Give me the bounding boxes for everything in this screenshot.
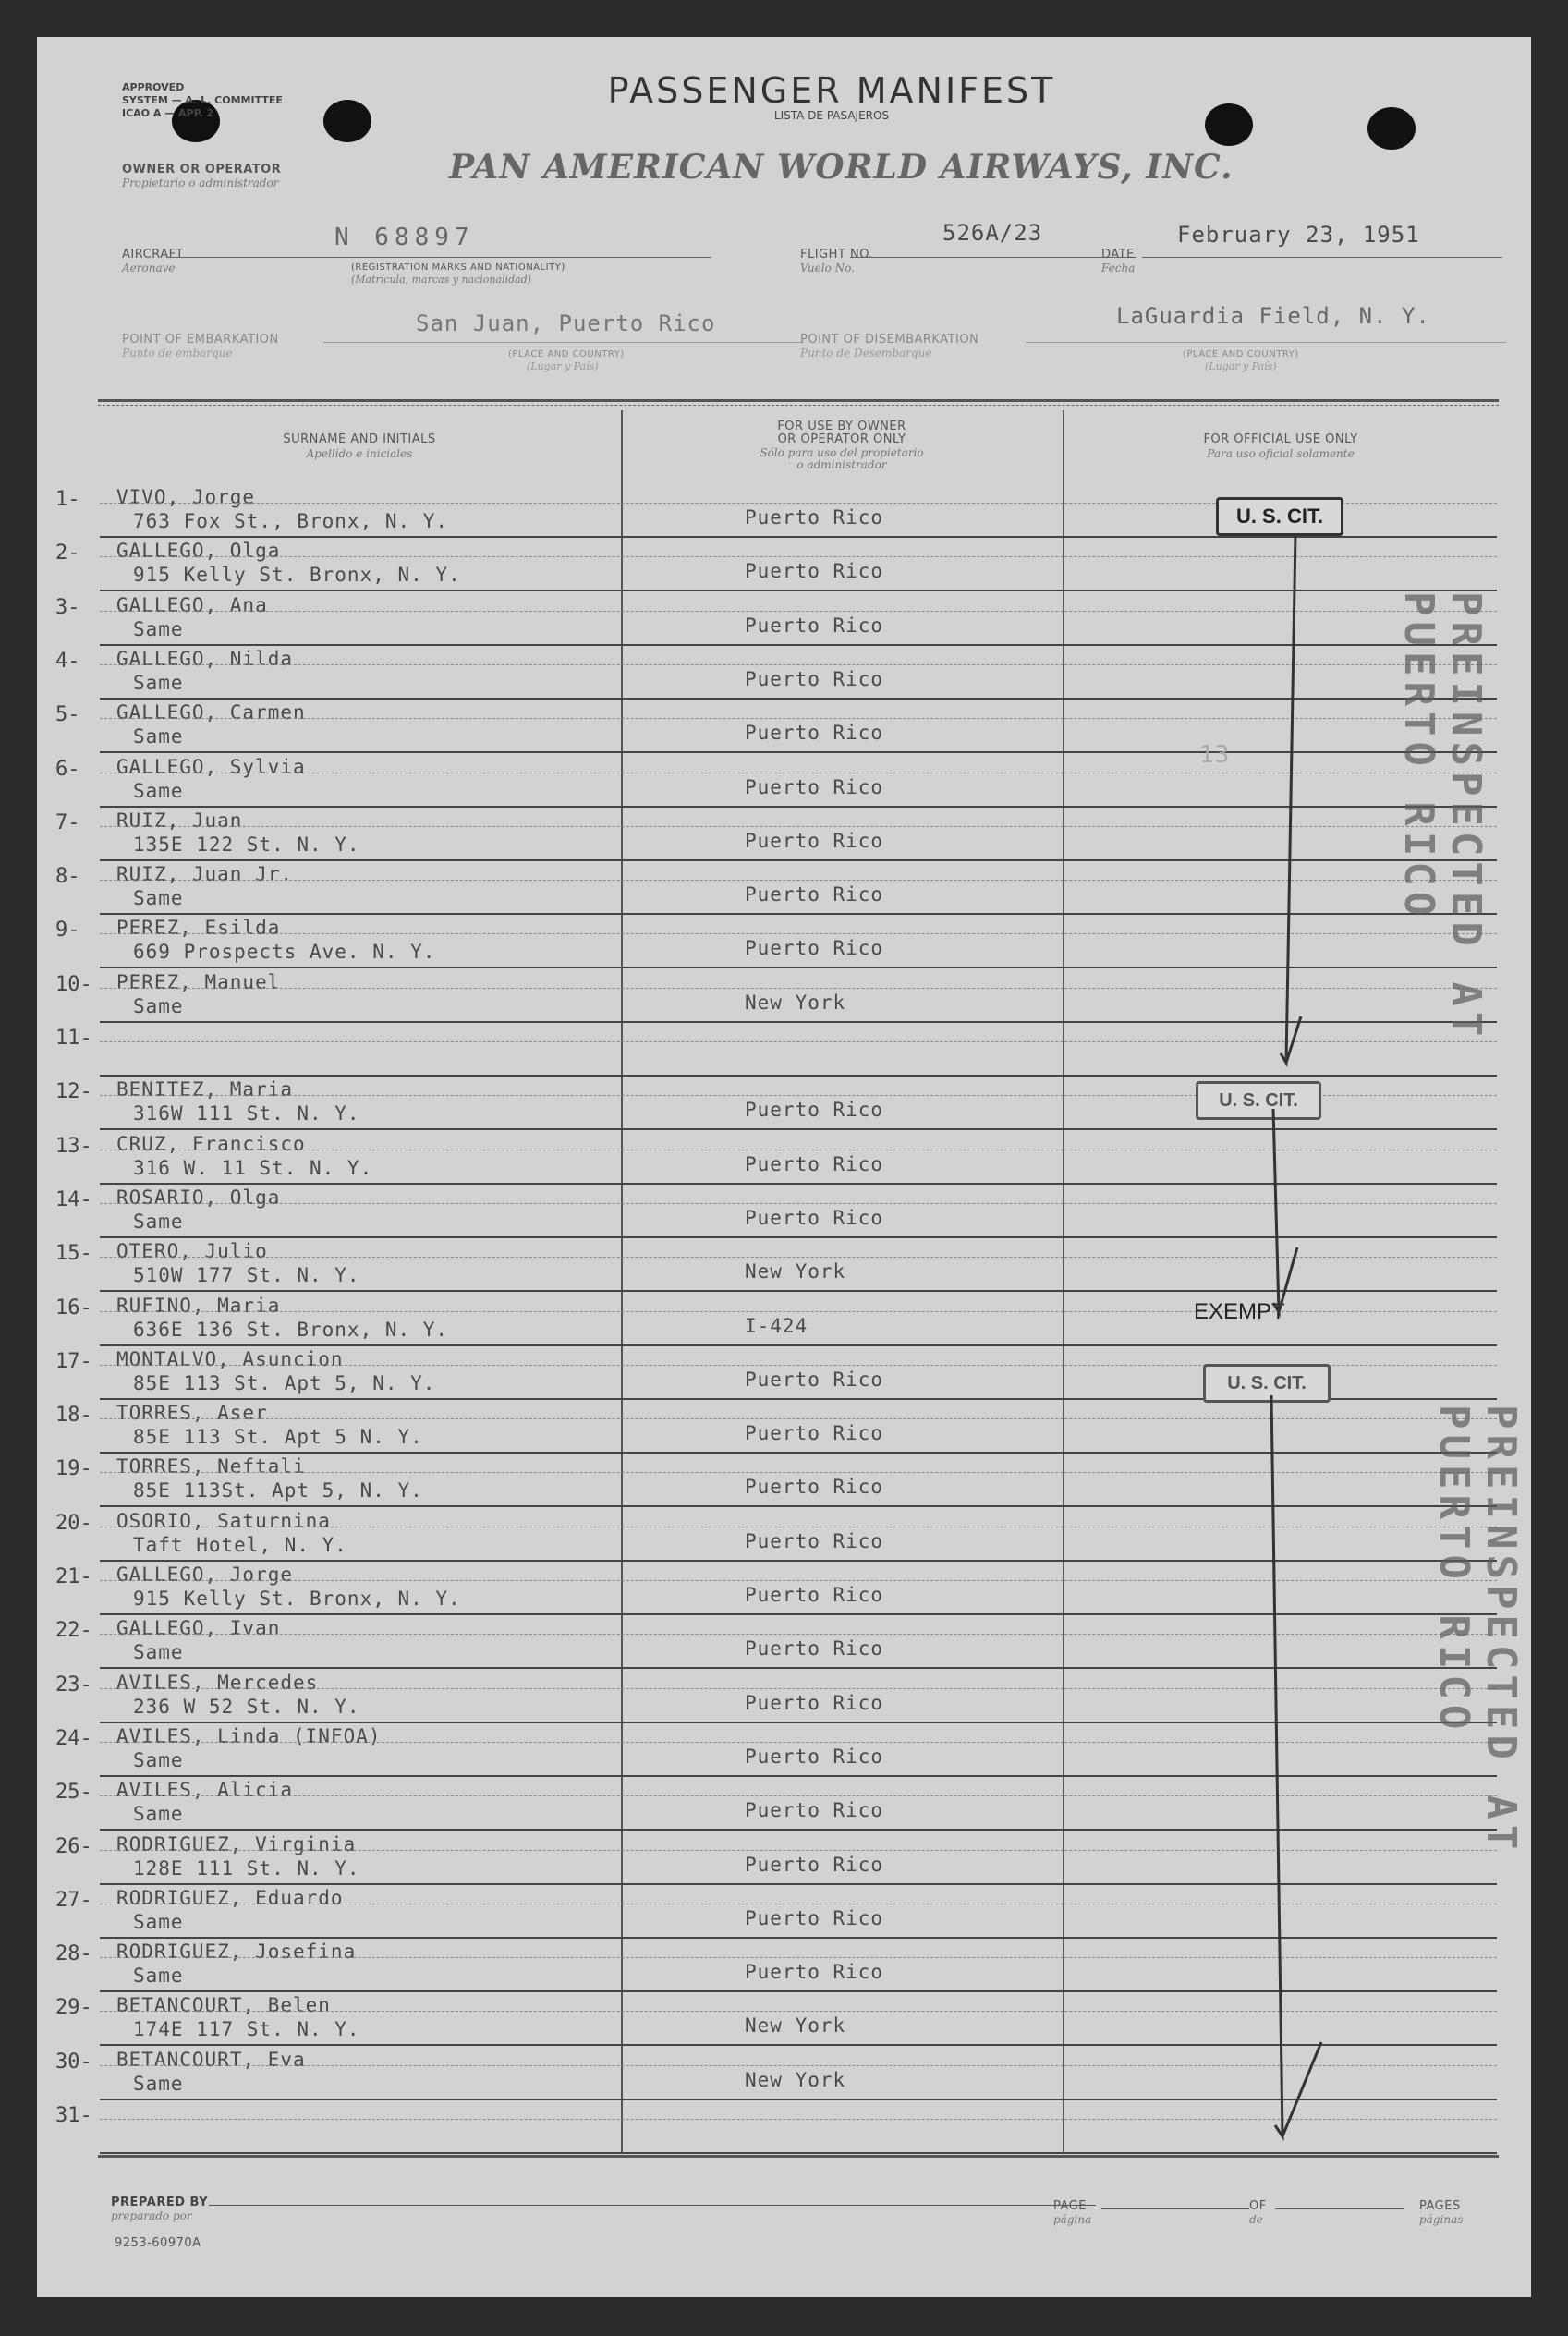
passenger-name: PEREZ, Manuel [116,971,281,993]
us-citizen-stamp: U. S. CIT. [1216,497,1343,536]
passenger-origin: New York [745,1260,846,1283]
passenger-name: TORRES, Neftali [116,1455,306,1478]
passenger-name: GALLEGO, Sylvia [116,756,306,778]
passenger-name: RODRIGUEZ, Virginia [116,1833,357,1855]
passenger-name: GALLEGO, Ana [116,594,268,616]
row-number: 21- [55,1565,92,1588]
owner-label-es: Propietario o administrador [122,176,279,189]
flight-number: 526A/23 [942,220,1043,246]
passenger-origin: Puerto Rico [745,1099,884,1121]
aircraft-label-es: Aeronave [122,262,176,274]
passenger-address: 85E 113 St. Apt 5, N. Y. [133,1372,436,1394]
column-divider [621,410,623,2153]
passenger-name: BETANCOURT, Eva [116,2049,306,2071]
row-number: 22- [55,1619,92,1642]
row-number: 29- [55,1996,92,2019]
passenger-address: Same [133,672,184,694]
passenger-origin: Puerto Rico [745,1799,884,1821]
passenger-origin: Puerto Rico [745,1422,884,1444]
passenger-name: GALLEGO, Jorge [116,1563,294,1586]
row-number: 15- [55,1242,92,1265]
embarkation-caption: (PLACE AND COUNTRY) [508,349,625,359]
disembarkation-caption-es: (Lugar y País) [1205,360,1277,372]
column-header-operator: FOR USE BY OWNER [777,420,906,433]
passenger-origin: Puerto Rico [745,1207,884,1229]
row-number: 16- [55,1296,92,1320]
passenger-address: 85E 113 St. Apt 5 N. Y. [133,1426,423,1448]
column-header-operator-2: OR OPERATOR ONLY [777,432,906,446]
table-top-rule [98,399,1499,402]
passenger-address: Same [133,995,184,1017]
aircraft-label: AIRCRAFT [122,248,184,262]
row-number: 6- [55,758,80,781]
prepared-by-label: PREPARED BY [111,2196,209,2209]
passenger-name: OTERO, Julio [116,1240,268,1262]
passenger-name: GALLEGO, Nilda [116,648,294,670]
passenger-address: Same [133,1641,184,1663]
passenger-origin: Puerto Rico [745,1907,884,1929]
passenger-address: 763 Fox St., Bronx, N. Y. [133,510,449,532]
approval-block [122,81,283,120]
disembarkation-label: POINT OF DISEMBARKATION [800,333,979,347]
passenger-name: RODRIGUEZ, Eduardo [116,1887,344,1909]
aircraft-value: N 68897 [334,224,475,251]
passenger-origin: Puerto Rico [745,1692,884,1714]
flight-label-es: Vuelo No. [800,262,855,274]
passenger-origin: Puerto Rico [745,1637,884,1660]
passenger-origin: Puerto Rico [745,1369,884,1391]
passenger-name: AVILES, Linda (INFOA) [116,1725,382,1747]
row-number: 23- [55,1673,92,1697]
approval-line: APPROVED [122,81,185,93]
passenger-name: TORRES, Aser [116,1402,268,1424]
row-number: 27- [55,1889,92,1912]
check-marks [1183,517,1331,2162]
row-number: 10- [55,973,92,996]
passenger-origin: Puerto Rico [745,668,884,690]
passenger-origin: Puerto Rico [745,776,884,798]
passenger-origin: Puerto Rico [745,506,884,529]
passenger-origin: Puerto Rico [745,937,884,959]
row-number: 4- [55,650,80,673]
pages-label-es: páginas [1419,2213,1464,2226]
of-label: OF [1249,2199,1267,2213]
row-number: 28- [55,1942,92,1965]
faint-mark: 13 [1199,741,1231,769]
passenger-address: Same [133,1749,184,1771]
row-number: 9- [55,919,80,942]
row-number: 13- [55,1135,92,1158]
passenger-address: Same [133,1965,184,1987]
page-label-es: página [1053,2213,1092,2226]
passenger-address: 669 Prospects Ave. N. Y. [133,941,436,963]
row-number: 8- [55,865,80,888]
form-number: 9253-60970A [115,2236,201,2250]
passenger-name: RUIZ, Juan [116,809,243,832]
flight-label: FLIGHT NO. [800,248,874,262]
row-number: 18- [55,1404,92,1427]
passenger-address: 128E 111 St. N. Y. [133,1857,360,1880]
passenger-origin: Puerto Rico [745,1153,884,1175]
punch-hole [1367,107,1416,150]
aircraft-caption-es: (Matrícula, marcas y nacionalidad) [351,274,531,286]
passenger-origin: Puerto Rico [745,1746,884,1768]
passenger-origin: I-424 [745,1315,808,1337]
passenger-address: 510W 177 St. N. Y. [133,1264,360,1286]
passenger-origin: New York [745,2014,846,2037]
passenger-name: BENITEZ, Maria [116,1078,294,1101]
us-citizen-stamp: U. S. CIT. [1203,1364,1331,1403]
passenger-name: CRUZ, Francisco [116,1133,306,1155]
row-number: 3- [55,596,80,619]
passenger-origin: Puerto Rico [745,1961,884,1983]
passenger-address: Same [133,1911,184,1933]
row-number: 12- [55,1080,92,1103]
passenger-origin: New York [745,992,846,1014]
preinspected-stamp: PREINSPECTED AT PUERTO RICO [1430,1405,1525,1855]
approval-line: ICAO A — APP. 2 [122,107,214,119]
passenger-address: 316 W. 11 St. N. Y. [133,1157,373,1179]
passenger-name: VIVO, Jorge [116,486,256,508]
passenger-address: Same [133,1211,184,1233]
passenger-address: 174E 117 St. N. Y. [133,2018,360,2040]
row-number: 20- [55,1512,92,1535]
passenger-name: OSORIO, Saturnina [116,1510,331,1532]
passenger-address: 236 W 52 St. N. Y. [133,1696,360,1718]
passenger-name: ROSARIO, Olga [116,1186,281,1209]
column-header-surname-es: Apellido e iniciales [306,447,413,460]
column-header-surname: SURNAME AND INITIALS [283,432,436,446]
passenger-address: Same [133,725,184,748]
row-number: 1- [55,488,80,511]
table-top-rule-2 [98,405,1499,406]
passenger-name: RUFINO, Maria [116,1295,281,1317]
row-number: 14- [55,1188,92,1211]
row-number: 5- [55,703,80,726]
row-number: 31- [55,2104,92,2127]
passenger-name: BETANCOURT, Belen [116,1994,331,2016]
of-label-es: de [1249,2213,1263,2226]
passenger-name: GALLEGO, Olga [116,540,281,562]
passenger-name: GALLEGO, Ivan [116,1617,281,1639]
passenger-address: 636E 136 St. Bronx, N. Y. [133,1319,449,1341]
column-header-official: FOR OFFICIAL USE ONLY [1203,432,1358,446]
preinspected-stamp: PREINSPECTED AT PUERTO RICO [1395,591,1489,1042]
passenger-origin: New York [745,2069,846,2091]
row-number: 11- [55,1027,92,1050]
embarkation-label: POINT OF EMBARKATION [122,333,279,347]
flight-date: February 23, 1951 [1177,222,1420,248]
row-number: 19- [55,1457,92,1480]
check-line [1273,1109,1297,1312]
passenger-name: MONTALVO, Asuncion [116,1348,344,1370]
pages-label: PAGES [1419,2199,1461,2213]
exempt-mark: EXEMPT [1194,1299,1285,1324]
check-line [1281,534,1301,1063]
check-line [1271,1395,1321,2136]
passenger-address: 135E 122 St. N. Y. [133,833,360,856]
passenger-address: Same [133,618,184,640]
passenger-origin: Puerto Rico [745,883,884,906]
passenger-origin: Puerto Rico [745,614,884,637]
column-header-operator-es-2: o administrador [796,458,887,471]
punch-hole [323,100,371,142]
embarkation-caption-es: (Lugar y País) [527,360,599,372]
passenger-origin: Puerto Rico [745,1476,884,1498]
passenger-address: Taft Hotel, N. Y. [133,1534,347,1556]
manifest-sheet [37,37,1531,2297]
row-number: 26- [55,1835,92,1858]
passenger-origin: Puerto Rico [745,1854,884,1876]
passenger-address: 915 Kelly St. Bronx, N. Y. [133,564,461,586]
page-label: PAGE [1053,2199,1087,2213]
passenger-origin: Puerto Rico [745,1530,884,1552]
prepared-by-label-es: preparado por [111,2209,192,2222]
passenger-name: AVILES, Alicia [116,1779,294,1801]
date-label-es: Fecha [1101,262,1136,274]
passenger-name: PEREZ, Esilda [116,917,281,939]
passenger-name: RODRIGUEZ, Josefina [116,1941,357,1963]
row-number: 17- [55,1350,92,1373]
row-number: 2- [55,541,80,565]
passenger-address: Same [133,2073,184,2095]
passenger-origin: Puerto Rico [745,830,884,852]
row-number: 25- [55,1781,92,1804]
passenger-address: Same [133,780,184,802]
embarkation-label-es: Punto de embarque [122,347,233,359]
row-number: 24- [55,1727,92,1750]
passenger-origin: Puerto Rico [745,1584,884,1606]
page-title-es: LISTA DE PASAJEROS [773,109,890,122]
row-number: 30- [55,2050,92,2074]
row-number: 7- [55,811,80,834]
passenger-address: Same [133,887,184,909]
passenger-origin: Puerto Rico [745,722,884,744]
approval-line: SYSTEM — A. L. COMMITTEE [122,94,283,106]
passenger-origin: Puerto Rico [745,560,884,582]
operator-logo-text: PAN AMERICAN WORLD AIRWAYS, INC. [449,148,1234,187]
passenger-name: GALLEGO, Carmen [116,701,306,724]
column-header-operator-es: Sólo para uso del propietario [760,446,924,459]
passenger-address: 915 Kelly St. Bronx, N. Y. [133,1588,461,1610]
column-header-official-es: Para uso oficial solamente [1207,447,1355,460]
aircraft-caption: (REGISTRATION MARKS AND NATIONALITY) [351,262,565,273]
passenger-name: AVILES, Mercedes [116,1672,319,1694]
passenger-address: 85E 113St. Apt 5, N. Y. [133,1479,423,1502]
owner-label: OWNER OR OPERATOR [122,163,282,176]
embarkation-value: San Juan, Puerto Rico [416,310,716,336]
passenger-address: Same [133,1803,184,1825]
column-divider [1063,410,1064,2153]
punch-hole [1205,103,1253,146]
passenger-address: 316W 111 St. N. Y. [133,1102,360,1125]
disembarkation-label-es: Punto de Desembarque [800,347,932,359]
page-title: PASSENGER MANIFEST [607,70,1056,111]
disembarkation-value: LaGuardia Field, N. Y. [1116,303,1430,329]
disembarkation-caption: (PLACE AND COUNTRY) [1183,349,1299,359]
us-citizen-stamp: U. S. CIT. [1196,1081,1321,1120]
date-label: DATE [1101,248,1135,262]
passenger-name: RUIZ, Juan Jr. [116,863,294,885]
